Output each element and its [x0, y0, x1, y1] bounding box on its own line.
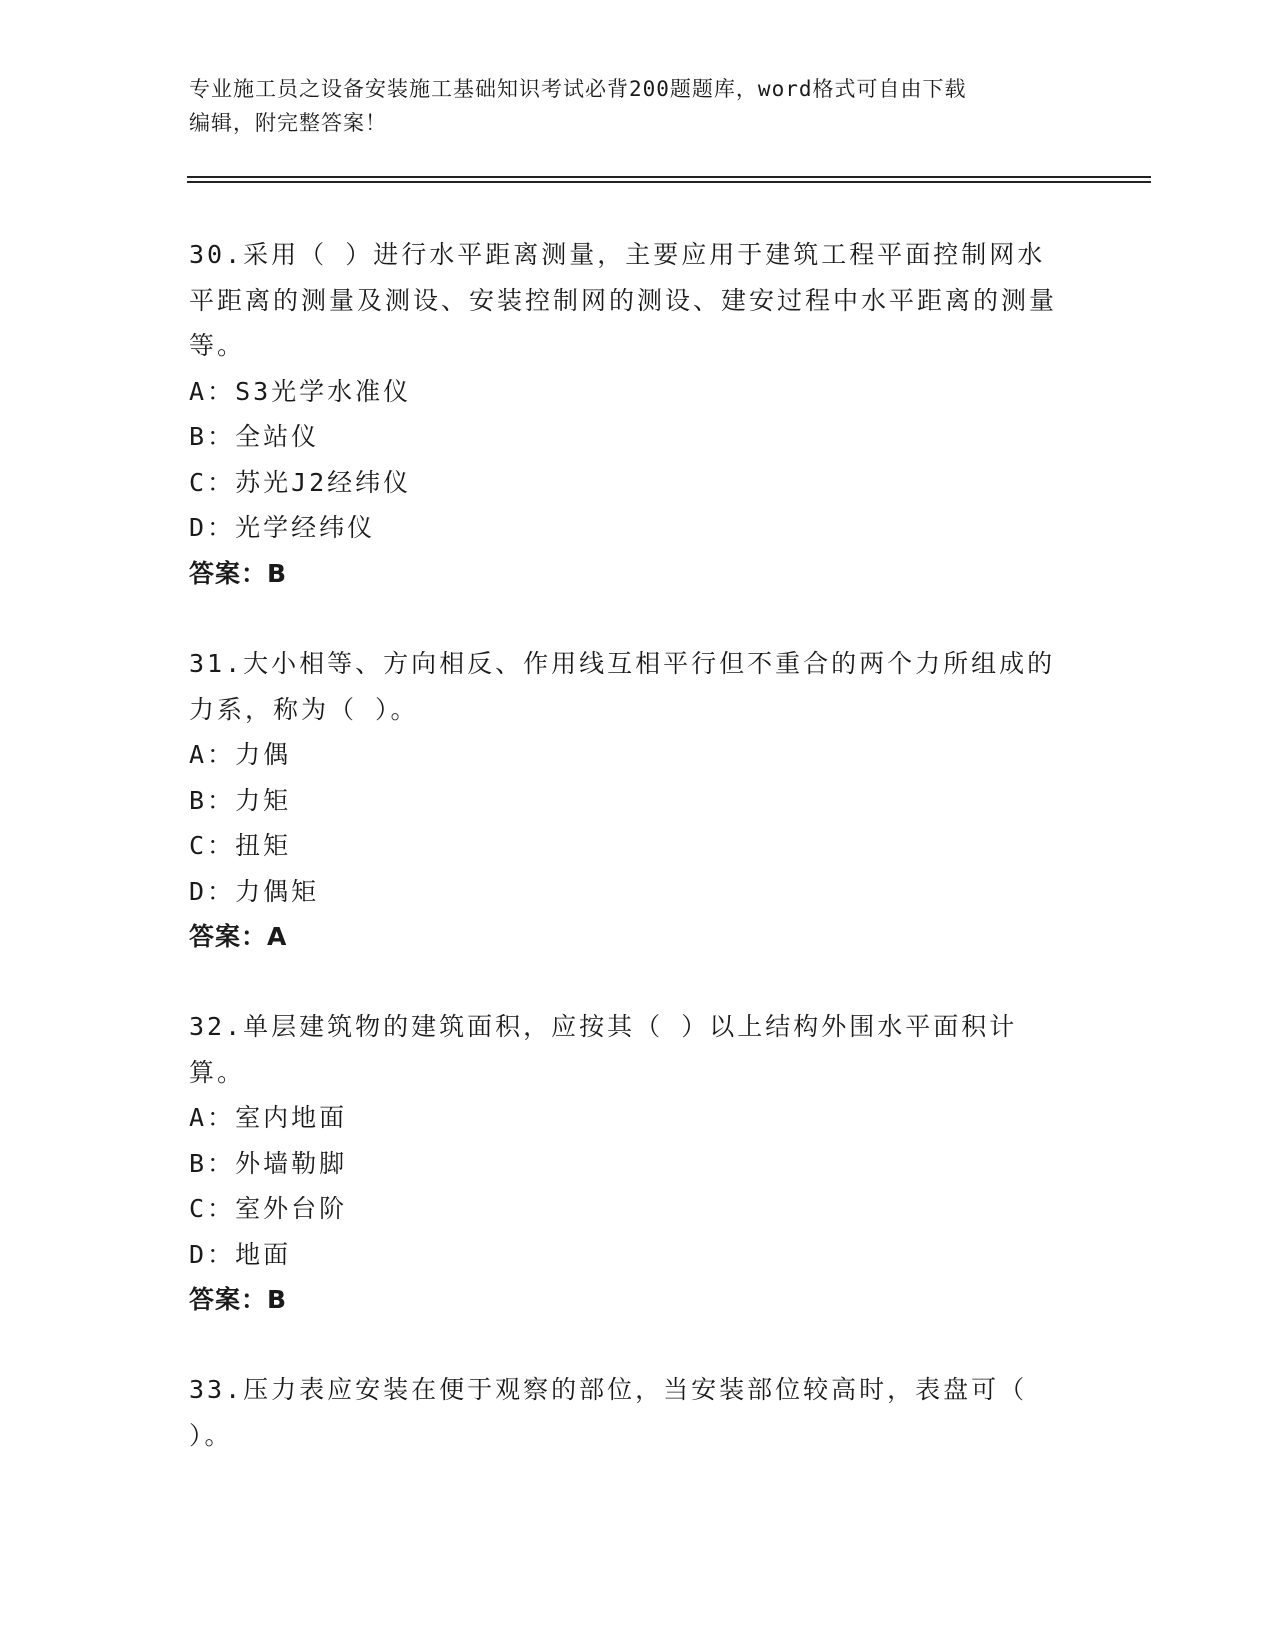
option-text: 扭矩 [235, 831, 292, 860]
option-text: 外墙勒脚 [235, 1148, 348, 1178]
option-letter: D： [189, 1239, 236, 1269]
option-a [189, 369, 1069, 415]
option-letter: C： [189, 831, 236, 860]
option-d [189, 1232, 1069, 1278]
question-30 [189, 232, 1069, 596]
question-33 [189, 1367, 1069, 1458]
option-text: 力偶矩 [235, 876, 320, 906]
option-letter: A： [189, 1103, 236, 1132]
option-c [189, 1186, 1069, 1232]
option-b [189, 778, 1069, 824]
option-text: 光学经纬仪 [235, 513, 376, 542]
header-divider-bottom [187, 181, 1151, 183]
option-b [189, 1141, 1069, 1187]
question-stem: 32.单层建筑物的建筑面积，应按其（ ）以上结构外围水平面积计算。 [189, 1012, 1018, 1087]
header-divider-top [187, 176, 1151, 178]
document-header [189, 72, 1089, 140]
option-text: S3光学水准仪 [235, 376, 412, 406]
answer-line: 答案：B [189, 558, 288, 588]
answer-line: 答案：B [189, 1285, 288, 1314]
option-a [189, 1095, 1069, 1141]
option-letter: B： [189, 785, 236, 815]
option-b [189, 414, 1069, 460]
question-stem: 33.压力表应安装在便于观察的部位，当安装部位较高时，表盘可（ ）。 [189, 1375, 1028, 1450]
option-letter: C： [189, 1194, 236, 1223]
option-letter: A： [189, 740, 236, 769]
option-text: 地面 [235, 1239, 292, 1269]
option-letter: B： [189, 1148, 236, 1178]
option-text: 室内地面 [235, 1103, 348, 1132]
option-text: 全站仪 [235, 422, 320, 451]
answer-line: 答案：A [189, 922, 288, 951]
option-text: 苏光J2经纬仪 [235, 467, 412, 497]
option-a [189, 732, 1069, 778]
option-letter: D： [189, 513, 236, 542]
option-c [189, 460, 1069, 506]
question-stem: 30.采用（ ）进行水平距离测量，主要应用于建筑工程平面控制网水平距离的测量及测设、安装控制网的测设、建安过程中水平距离的测量等。 [189, 240, 1058, 360]
option-text: 力矩 [235, 785, 292, 815]
header-line-2: 编辑，附完整答案！ [189, 111, 387, 135]
option-letter: A： [189, 376, 236, 406]
question-32 [189, 1004, 1069, 1323]
option-letter: C： [189, 467, 236, 497]
option-d [189, 505, 1069, 551]
option-letter: D： [189, 876, 236, 906]
option-letter: B： [189, 422, 236, 451]
question-stem: 31.大小相等、方向相反、作用线互相平行但不重合的两个力所组成的力系，称为（ ）。 [189, 649, 1056, 724]
option-c [189, 823, 1069, 869]
header-line-1: 专业施工员之设备安装施工基础知识考试必背200题题库，word格式可自由下载 [189, 77, 967, 101]
option-d [189, 869, 1069, 915]
option-text: 室外台阶 [235, 1194, 348, 1223]
option-text: 力偶 [235, 740, 292, 769]
question-31 [189, 641, 1069, 960]
